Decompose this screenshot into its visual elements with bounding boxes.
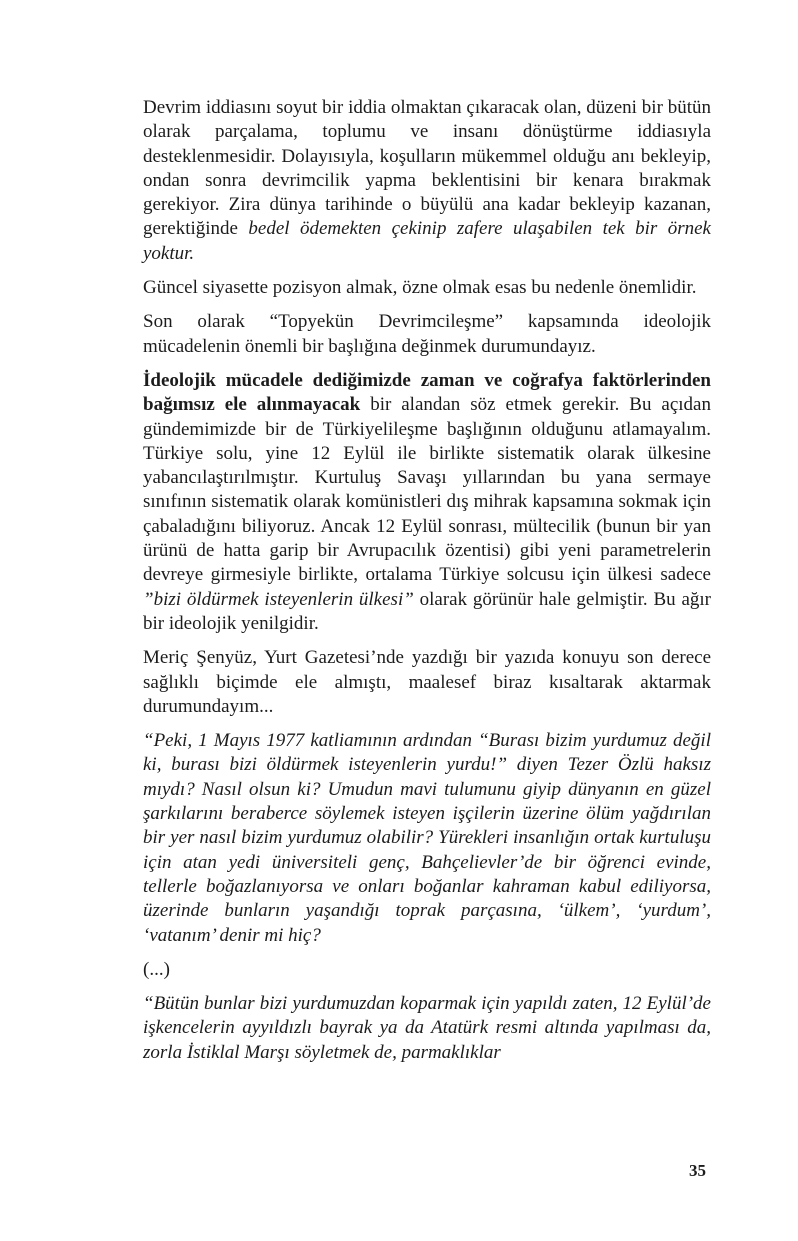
paragraph [143,992,711,1065]
text-run: İdeolojik mücadele dediğimizde zaman ve coğrafya faktörlerinden bağımsız ele alınmayacak [143,369,711,416]
text-run: ”bizi öldürmek isteyenlerin ülkesi” [143,588,414,610]
paragraph [143,369,711,636]
text-run: bir alandan söz etmek gerekir. Bu açıdan gündemimizde bir de Türkiyelileşme başlığının olduğunu atlamayalım. Türkiye solu, yine 12 Eylül ile birlikte sistematik olarak ülkesine yabancılaştırılmıştır. Kurtuluş Savaşı yıllarından bu yana sermaye sınıfının sistematik olarak komünistleri dış mihrak kapsamına sokmak için çabaladığını biliyoruz. Ancak 12 Eylül sonrası, mültecilik (bunun bir yan ürünü de hatta garip bir Avrupacılık özentisi) gibi yeni parametrelerin devreye girmesiyle birlikte, ortalama Türkiye solcusu için ülkesi sadece [143,394,711,586]
page-text [143,96,711,1065]
paragraph [143,729,711,948]
text-run: “Bütün bunlar bizi yurdumuzdan koparmak için yapıldı zaten, 12 Eylül’de işkencelerin ayyıldızlı bayrak ya da Atatürk resmi altında yapılması da, zorla İstiklal Marşı söyletmek de, parmaklıklar [143,993,711,1063]
text-run: olarak görünür hale gelmiştir. Bu ağır bir ideolojik yenilgidir. [143,588,711,634]
paragraph [143,310,711,359]
paragraph [143,958,711,982]
text-run: Devrim iddiasını soyut bir iddia olmaktan çıkaracak olan, düzeni bir bütün olarak parçalama, toplumu ve insanı dönüştürme iddiasıyla desteklenmesidir. Dolayısıyla, koşulların mükemmel olduğu anı bekleyip, ondan sonra devrimcilik yapma beklentisini bir kenara bırakmak gerekiyor. Zira dünya tarihinde o büyülü ana kadar bekleyip kazanan, gerektiğinde [143,97,711,240]
text-run: Son olarak “Topyekün Devrimcileşme” kapsamında ideolojik mücadelenin önemli bir başlığına değinmek durumundayız. [143,311,711,357]
paragraph [143,646,711,719]
paragraph [143,276,711,300]
text-run: Güncel siyasette pozisyon almak, özne olmak esas bu nedenle önemlidir. [143,277,697,299]
page-number: 35 [689,1161,706,1180]
text-run: “Peki, 1 Mayıs 1977 katliamının ardından “Burası bizim yurdumuz değil ki, burası bizi öldürmek isteyenlerin yurdu!” diyen Tezer Özlü haksız mıydı? Nasıl olsun ki? Umudun mavi tulumunu giyip dünyanın en güzel şarkılarını beraberce söylemek isteyen işçilerin üzerine ölüm yağdırılan bir yer nasıl bizim yurdumuz olabilir? Yürekleri insanlığın ortak kurtuluşu için atan yedi üniversiteli genç, Bahçelievler’de bir öğrenci evinde, tellerle boğazlanıyorsa ve onları boğanlar kahraman kabul ediliyorsa, üzerinde bunların yaşandığı toprak parçasına, ‘ülkem’, ‘yurdum’, ‘vatanım’ denir mi hiç? [143,730,711,946]
text-run: Meriç Şenyüz, Yurt Gazetesi’nde yazdığı bir yazıda konuyu son derece sağlıklı biçimde ele almıştı, maalesef biraz kısaltarak aktarmak durumundayım... [143,647,711,717]
text-run: (...) [143,958,170,980]
paragraph [143,96,711,266]
text-run: bedel ödemekten çekinip zafere ulaşabilen tek bir örnek yoktur. [143,218,711,264]
